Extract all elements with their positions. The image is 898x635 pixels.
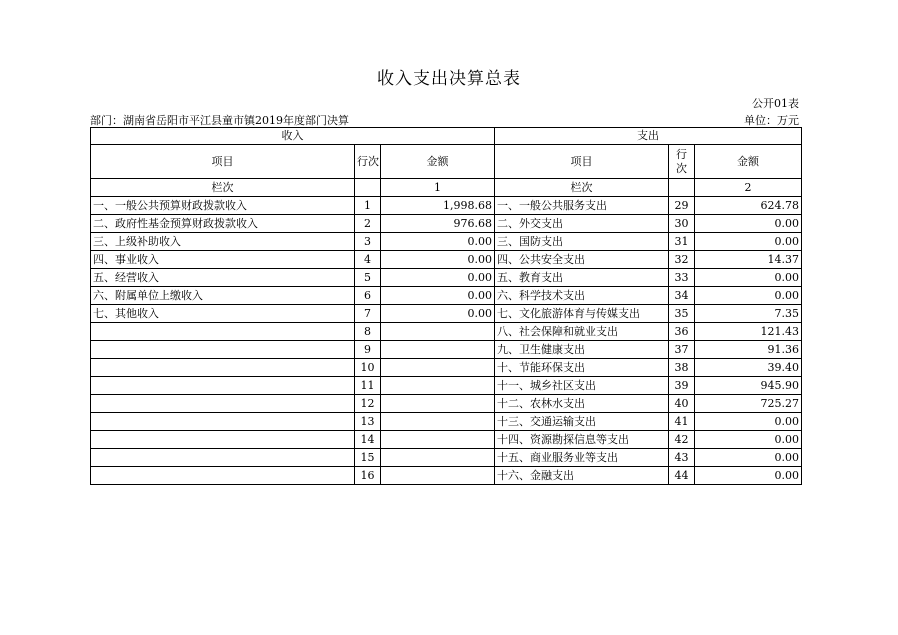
expense-amount-cell: 91.36 <box>695 341 802 359</box>
income-item-cell <box>91 413 355 431</box>
income-amount-cell: 0.00 <box>381 251 495 269</box>
income-item-cell: 二、政府性基金预算财政拨款收入 <box>91 215 355 233</box>
expense-lanci-label: 栏次 <box>495 179 669 197</box>
income-line-cell: 1 <box>355 197 381 215</box>
table-row <box>91 377 802 395</box>
expense-line-cell: 42 <box>669 431 695 449</box>
expense-line-cell: 29 <box>669 197 695 215</box>
expense-item-cell: 十三、交通运输支出 <box>495 413 669 431</box>
department-label: 部门：湖南省岳阳市平江县童市镇2019年度部门决算 <box>90 114 349 127</box>
expense-amount-cell: 725.27 <box>695 395 802 413</box>
expense-amount-cell: 0.00 <box>695 449 802 467</box>
expense-amount-cell: 0.00 <box>695 215 802 233</box>
income-line-cell: 3 <box>355 233 381 251</box>
expense-amount-cell: 0.00 <box>695 233 802 251</box>
expense-line-cell: 43 <box>669 449 695 467</box>
income-section-header: 收入 <box>91 128 495 145</box>
expense-item-cell: 八、社会保障和就业支出 <box>495 323 669 341</box>
expense-amount-cell: 14.37 <box>695 251 802 269</box>
income-amount-cell <box>381 359 495 377</box>
expense-amount-cell: 121.43 <box>695 323 802 341</box>
table-row <box>91 287 802 305</box>
income-amount-cell: 0.00 <box>381 287 495 305</box>
income-line-cell: 14 <box>355 431 381 449</box>
expense-lanci-blank <box>669 179 695 197</box>
expense-amount-cell: 624.78 <box>695 197 802 215</box>
expense-line-cell: 44 <box>669 467 695 485</box>
expense-line-cell: 35 <box>669 305 695 323</box>
income-item-cell: 四、事业收入 <box>91 251 355 269</box>
table-row <box>91 269 802 287</box>
expense-item-cell: 四、公共安全支出 <box>495 251 669 269</box>
table-row <box>91 341 802 359</box>
table-row <box>91 431 802 449</box>
table-row <box>91 323 802 341</box>
table-row <box>91 233 802 251</box>
expense-line-cell: 38 <box>669 359 695 377</box>
expense-item-cell: 一、一般公共服务支出 <box>495 197 669 215</box>
income-amount-cell: 0.00 <box>381 233 495 251</box>
income-line-cell: 9 <box>355 341 381 359</box>
table-row <box>91 197 802 215</box>
income-line-header: 行次 <box>355 145 381 179</box>
expense-amount-cell: 945.90 <box>695 377 802 395</box>
income-amount-cell <box>381 323 495 341</box>
income-lanci-label: 栏次 <box>91 179 355 197</box>
expense-item-cell: 十一、城乡社区支出 <box>495 377 669 395</box>
income-line-cell: 4 <box>355 251 381 269</box>
income-line-cell: 2 <box>355 215 381 233</box>
income-amount-cell: 0.00 <box>381 269 495 287</box>
expense-section-header: 支出 <box>495 128 802 145</box>
income-amount-cell <box>381 341 495 359</box>
income-line-cell: 7 <box>355 305 381 323</box>
income-line-cell: 15 <box>355 449 381 467</box>
income-amount-cell <box>381 413 495 431</box>
form-number: 公开01表 <box>752 97 799 110</box>
expense-line-cell: 30 <box>669 215 695 233</box>
income-item-cell: 六、附属单位上缴收入 <box>91 287 355 305</box>
income-line-cell: 8 <box>355 323 381 341</box>
income-amount-cell: 0.00 <box>381 305 495 323</box>
expense-line-cell: 40 <box>669 395 695 413</box>
income-item-cell: 七、其他收入 <box>91 305 355 323</box>
expense-item-header: 项目 <box>495 145 669 179</box>
income-amount-cell: 976.68 <box>381 215 495 233</box>
expense-item-cell: 十、节能环保支出 <box>495 359 669 377</box>
expense-amount-cell: 0.00 <box>695 467 802 485</box>
expense-item-cell: 五、教育支出 <box>495 269 669 287</box>
income-item-cell: 三、上级补助收入 <box>91 233 355 251</box>
income-line-cell: 16 <box>355 467 381 485</box>
table-row <box>91 215 802 233</box>
expense-item-cell: 三、国防支出 <box>495 233 669 251</box>
income-item-cell <box>91 341 355 359</box>
income-amount-cell <box>381 449 495 467</box>
income-line-cell: 5 <box>355 269 381 287</box>
income-amount-cell <box>381 467 495 485</box>
expense-item-cell: 二、外交支出 <box>495 215 669 233</box>
table-row <box>91 467 802 485</box>
expense-amount-header: 金额 <box>695 145 802 179</box>
lanci-row <box>91 179 802 197</box>
expense-amount-cell: 0.00 <box>695 269 802 287</box>
expense-line-header: 行次 <box>669 145 695 179</box>
unit-label: 单位：万元 <box>744 114 799 127</box>
expense-item-cell: 七、文化旅游体育与传媒支出 <box>495 305 669 323</box>
expense-line-cell: 39 <box>669 377 695 395</box>
income-item-cell <box>91 395 355 413</box>
expense-item-cell: 十六、金融支出 <box>495 467 669 485</box>
income-column-number: 1 <box>381 179 495 197</box>
expense-item-cell: 十五、商业服务业等支出 <box>495 449 669 467</box>
income-amount-cell <box>381 431 495 449</box>
income-item-cell: 一、一般公共预算财政拨款收入 <box>91 197 355 215</box>
income-item-cell <box>91 323 355 341</box>
expense-amount-cell: 39.40 <box>695 359 802 377</box>
expense-item-cell: 九、卫生健康支出 <box>495 341 669 359</box>
table-row <box>91 251 802 269</box>
income-item-header: 项目 <box>91 145 355 179</box>
table-row <box>91 413 802 431</box>
income-lanci-blank <box>355 179 381 197</box>
column-header-row <box>91 145 802 179</box>
table-row <box>91 449 802 467</box>
income-item-cell <box>91 431 355 449</box>
expense-line-cell: 34 <box>669 287 695 305</box>
income-line-cell: 11 <box>355 377 381 395</box>
income-item-cell <box>91 467 355 485</box>
income-amount-cell <box>381 377 495 395</box>
income-item-cell: 五、经营收入 <box>91 269 355 287</box>
income-line-cell: 13 <box>355 413 381 431</box>
expense-line-cell: 31 <box>669 233 695 251</box>
income-item-cell <box>91 449 355 467</box>
expense-line-cell: 36 <box>669 323 695 341</box>
expense-amount-cell: 0.00 <box>695 287 802 305</box>
expense-line-cell: 41 <box>669 413 695 431</box>
page-title: 收入支出决算总表 <box>377 69 521 89</box>
income-amount-header: 金额 <box>381 145 495 179</box>
expense-amount-cell: 7.35 <box>695 305 802 323</box>
expense-line-cell: 32 <box>669 251 695 269</box>
table-row <box>91 305 802 323</box>
section-header-row <box>91 128 802 145</box>
income-line-cell: 12 <box>355 395 381 413</box>
expense-line-cell: 37 <box>669 341 695 359</box>
expense-amount-cell: 0.00 <box>695 431 802 449</box>
income-amount-cell <box>381 395 495 413</box>
income-expense-table <box>90 127 802 485</box>
expense-line-cell: 33 <box>669 269 695 287</box>
income-line-cell: 10 <box>355 359 381 377</box>
income-item-cell <box>91 377 355 395</box>
income-item-cell <box>91 359 355 377</box>
expense-item-cell: 六、科学技术支出 <box>495 287 669 305</box>
income-line-cell: 6 <box>355 287 381 305</box>
expense-item-cell: 十二、农林水支出 <box>495 395 669 413</box>
expense-column-number: 2 <box>695 179 802 197</box>
expense-amount-cell: 0.00 <box>695 413 802 431</box>
expense-item-cell: 十四、资源勘探信息等支出 <box>495 431 669 449</box>
table-row <box>91 359 802 377</box>
income-amount-cell: 1,998.68 <box>381 197 495 215</box>
table-row <box>91 395 802 413</box>
